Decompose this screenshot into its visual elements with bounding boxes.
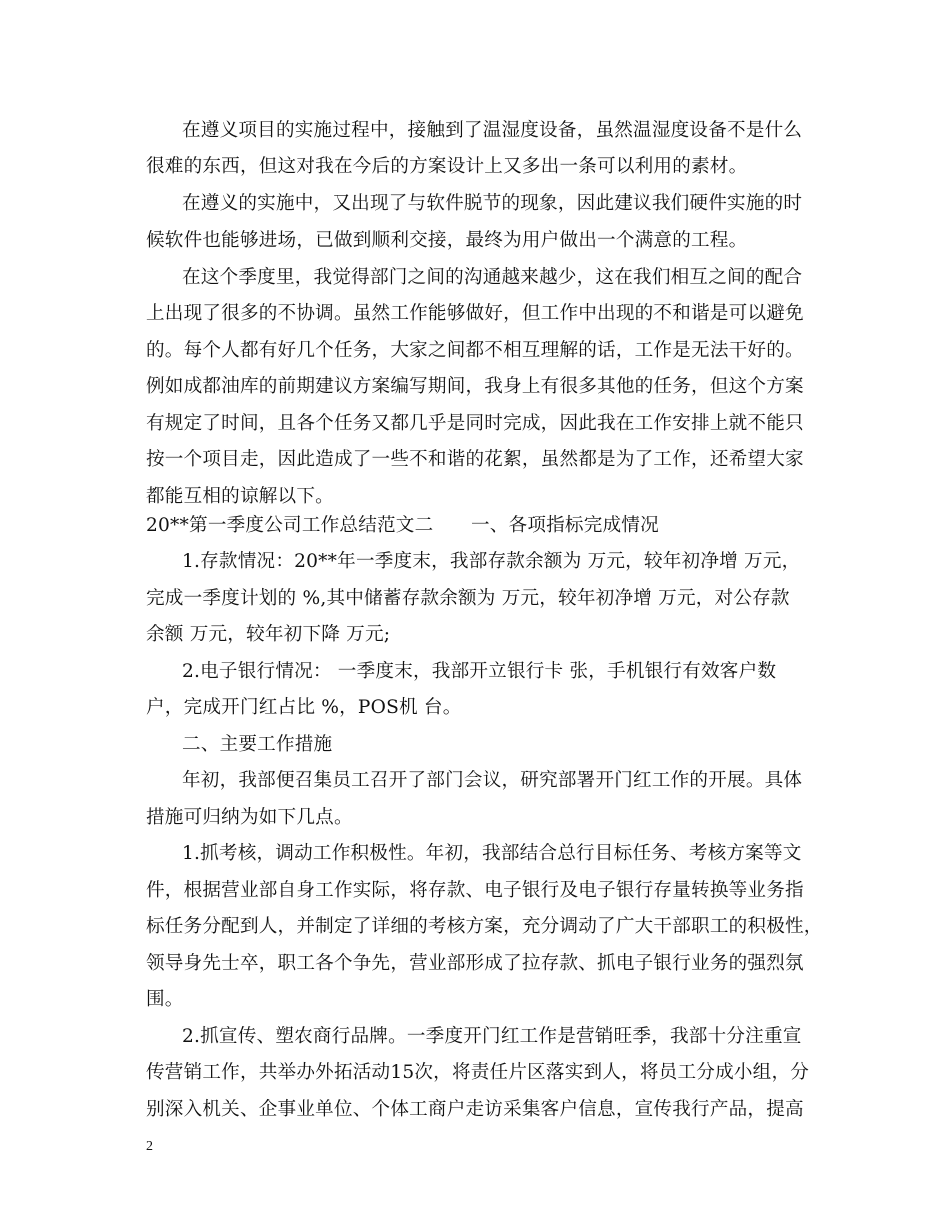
paragraph-line: 例如成都油库的前期建议方案编写期间，我身上有很多其他的任务，但这个方案 — [146, 376, 804, 397]
paragraph-line: 候软件也能够进场，已做到顺利交接，最终为用户做出一个满意的工程。 — [146, 230, 748, 251]
section-heading: 二、主要工作措施 — [182, 734, 333, 755]
paragraph-line: 措施可归纳为如下几点。 — [146, 807, 353, 828]
paragraph-line: 1.存款情况：20**年一季度末，我部存款余额为 万元，较年初净增 万元， — [182, 551, 801, 572]
paragraph-line: 2.电子银行情况： 一季度末，我部开立银行卡 张，手机银行有效客户数 — [182, 661, 777, 682]
paragraph-line: 2.抓宣传、塑农商行品牌。一季度开门红工作是营销旺季，我部十分注重宣 — [182, 1026, 802, 1047]
paragraph-line: 领导身先士卒，职工各个争先，营业部形成了拉存款、抓电子银行业务的强烈氛 — [146, 953, 804, 974]
paragraph-line: 在遵义项目的实施过程中，接触到了温湿度设备，虽然温湿度设备不是什么 — [182, 120, 803, 141]
paragraph-line: 围。 — [146, 989, 184, 1010]
paragraph-line: 在这个季度里，我觉得部门之间的沟通越来越少，这在我们相互之间的配合 — [182, 267, 803, 288]
paragraph-line: 件，根据营业部自身工作实际，将存款、电子银行及电子银行存量转换等业务指 — [146, 880, 804, 901]
paragraph-line: 都能互相的谅解以下。 — [146, 486, 334, 507]
paragraph-line: 的。每个人都有好几个任务，大家之间都不相互理解的话，工作是无法干好的。 — [146, 340, 804, 361]
paragraph-line: 上出现了很多的不协调。虽然工作能够做好，但工作中出现的不和谐是可以避免 — [146, 303, 804, 324]
paragraph-line: 有规定了时间，且各个任务又都几乎是同时完成，因此我在工作安排上就不能只 — [146, 413, 804, 434]
paragraph-line: 户，完成开门红占比 %，POS机 台。 — [146, 697, 462, 718]
paragraph-line: 按一个项目走，因此造成了一些不和谐的花絮，虽然都是为了工作，还希望大家 — [146, 449, 804, 470]
paragraph-line: 别深入机关、企事业单位、个体工商户走访采集客户信息，宣传我行产品，提高 — [146, 1099, 804, 1120]
page-number: 2 — [146, 1139, 153, 1154]
paragraph-line: 传营销工作，共举办外拓活动15次，将责任片区落实到人，将员工分成小组，分 — [146, 1062, 810, 1083]
paragraph-line: 很难的东西，但这对我在今后的方案设计上又多出一条可以利用的素材。 — [146, 156, 748, 177]
paragraph-line: 完成一季度计划的 %,其中储蓄存款余额为 万元，较年初净增 万元，对公存款 — [146, 588, 790, 609]
paragraph-line: 年初，我部便召集员工召开了部门会议，研究部署开门红工作的开展。具体 — [182, 770, 803, 791]
paragraph-line: 余额 万元，较年初下降 万元; — [146, 624, 391, 645]
paragraph-line: 1.抓考核，调动工作积极性。年初，我部结合总行目标任务、考核方案等文 — [182, 843, 802, 864]
paragraph-line: 标任务分配到人，并制定了详细的考核方案，充分调动了广大干部职工的积极性， — [146, 916, 823, 937]
section-heading: 20**第一季度公司工作总结范文二 一、各项指标完成情况 — [146, 515, 659, 536]
paragraph-line: 在遵义的实施中，又出现了与软件脱节的现象，因此建议我们硬件实施的时 — [182, 193, 803, 214]
